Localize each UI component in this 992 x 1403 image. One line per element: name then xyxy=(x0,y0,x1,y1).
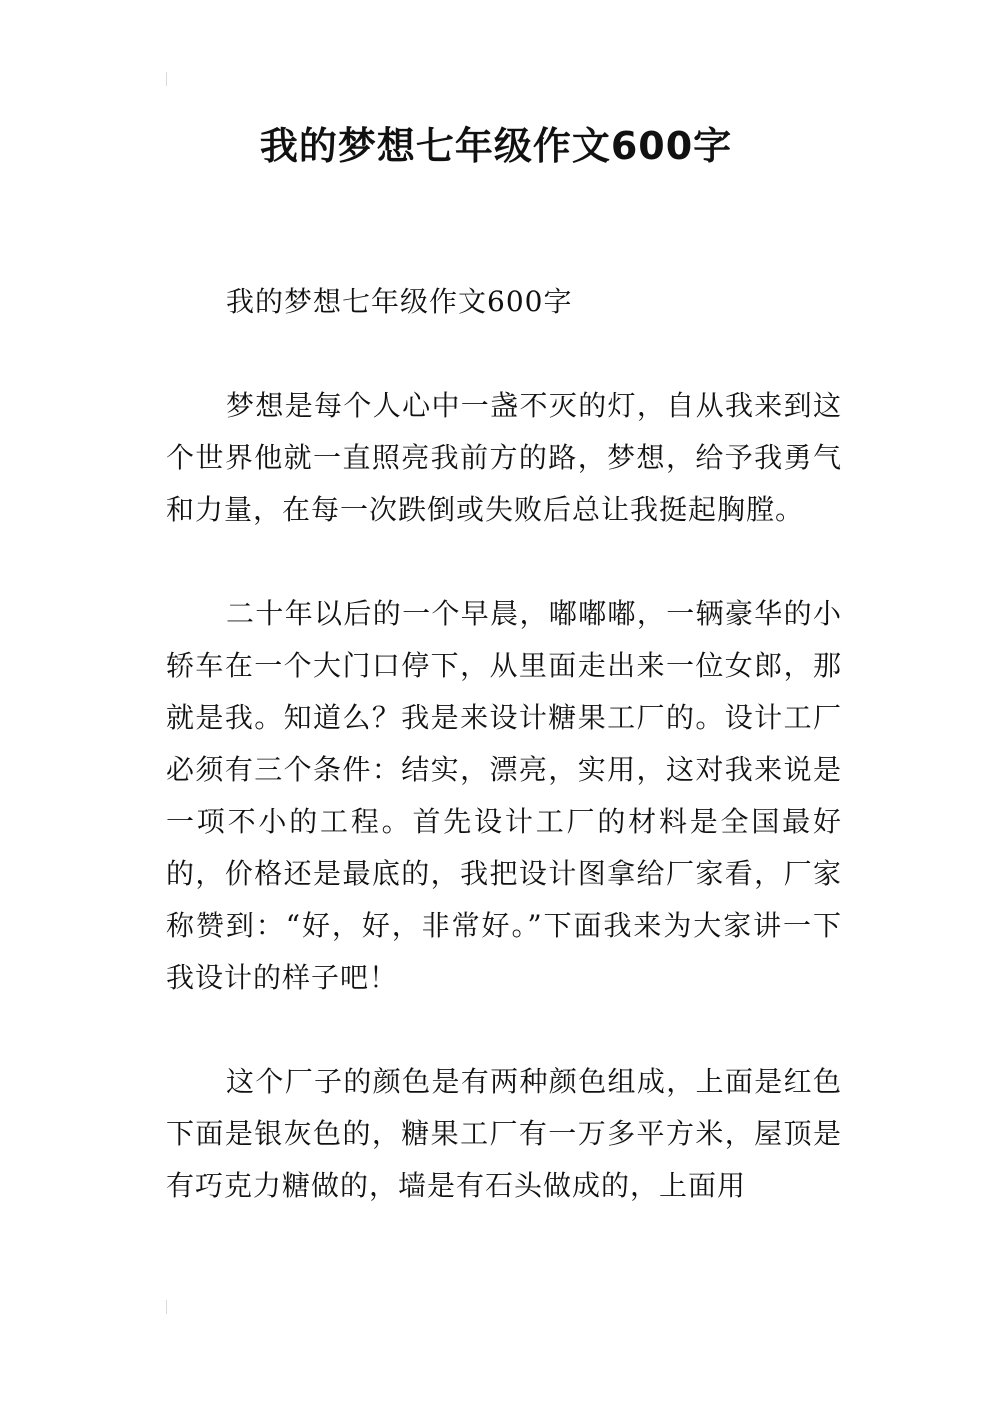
document-title: 我的梦想七年级作文600字 xyxy=(259,124,733,168)
page-corner-mark-bottom xyxy=(166,1300,167,1314)
paragraph-2: 二十年以后的一个早晨，嘟嘟嘟，一辆豪华的小轿车在一个大门口停下，从里面走出来一位女郎，那就是我。知道么？我是来设计糖果工厂的。设计工厂必须有三个条件：结实，漂亮，实用，这对我来说是一项不小的工程。首先设计工厂的材料是全国最好的，价格还是最底的，我把设计图拿给厂家看，厂家称赞到：“好，好，非常好。”下面我来为大家讲一下我设计的样子吧！ xyxy=(166,597,842,994)
paragraph-3: 这个厂子的颜色是有两种颜色组成，上面是红色下面是银灰色的，糖果工厂有一万多平方米，屋顶是有巧克力糖做的，墙是有石头做成的，上面用 xyxy=(166,1065,842,1202)
paragraph-1: 梦想是每个人心中一盏不灭的灯，自从我来到这个世界他就一直照亮我前方的路，梦想，给予我勇气和力量，在每一次跌倒或失败后总让我挺起胸膛。 xyxy=(166,389,842,526)
document-subtitle: 我的梦想七年级作文600字 xyxy=(226,285,573,318)
document-body xyxy=(166,276,842,1264)
page-corner-mark-top xyxy=(166,72,167,86)
